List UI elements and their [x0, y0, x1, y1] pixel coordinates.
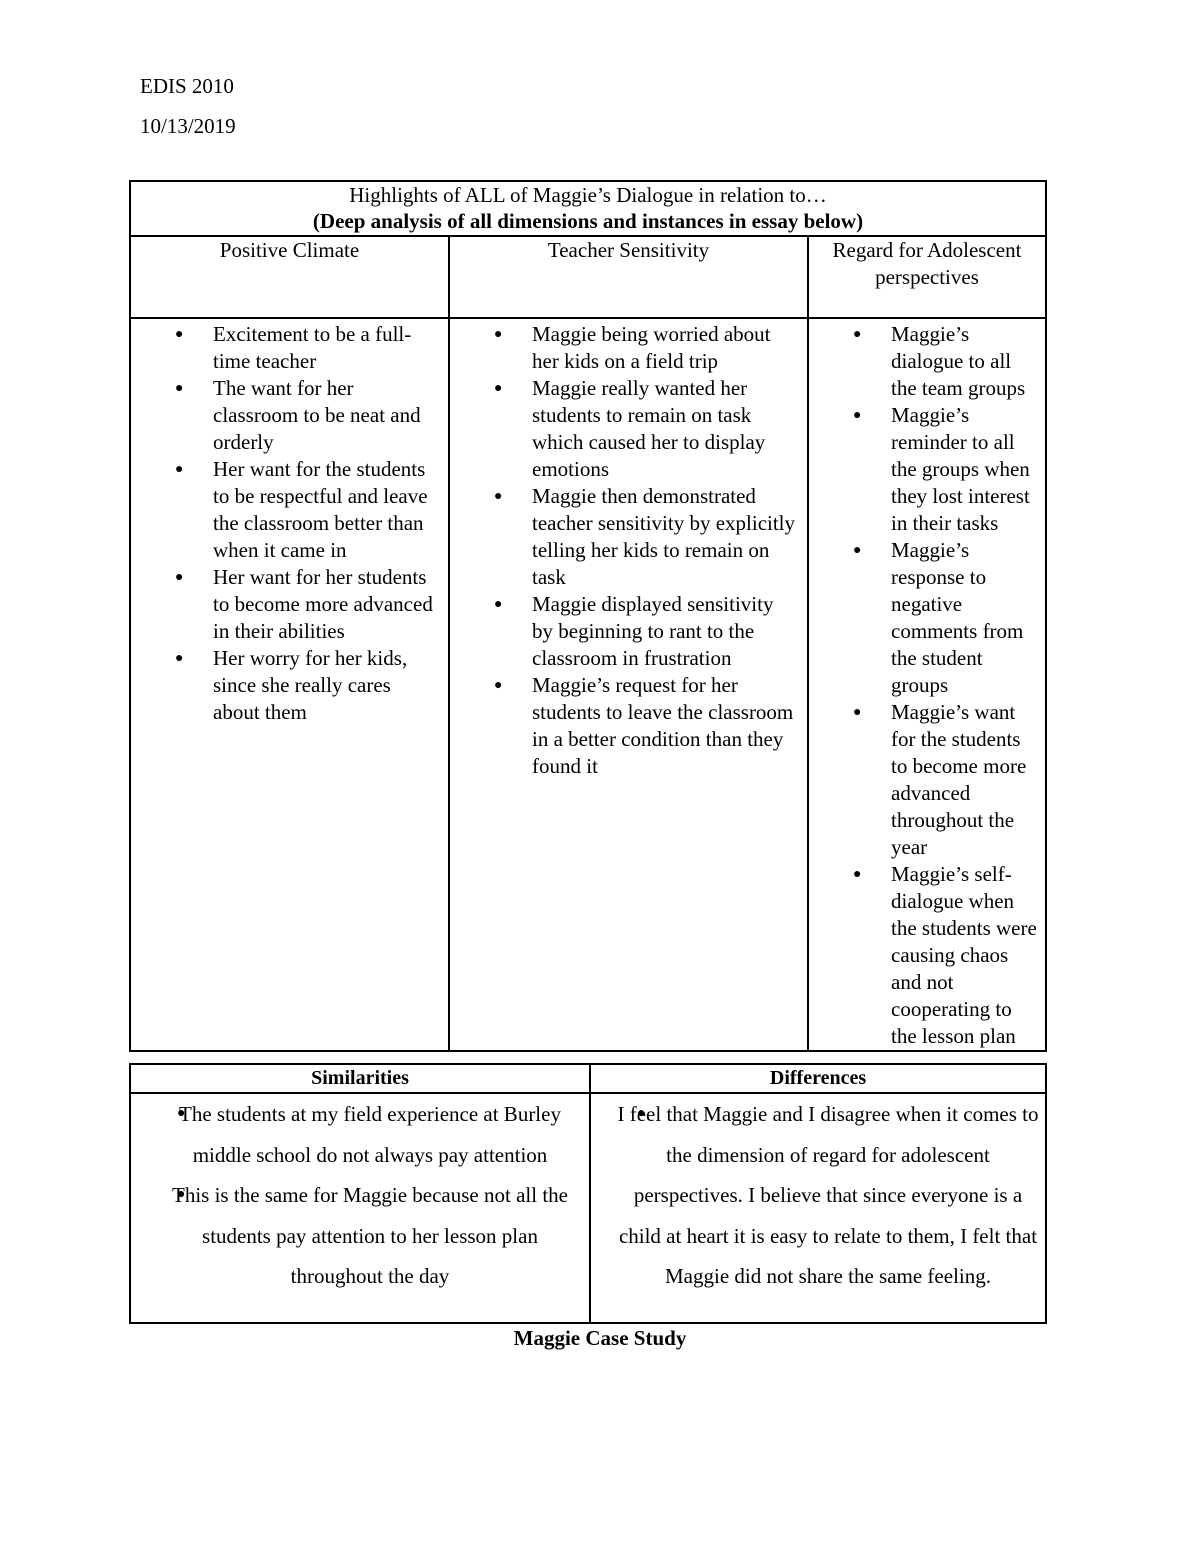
comparison-body-row	[130, 1093, 1046, 1323]
similarities-heading: Similarities	[130, 1064, 590, 1093]
list-item: ● Maggie’s dialogue to all the team groups	[809, 321, 1045, 402]
list-item: ● Maggie really wanted her students to remain on task which caused her to display emotions	[450, 375, 807, 483]
list-item: ● Maggie displayed sensitivity by beginning to rant to the classroom in frustration	[450, 591, 807, 672]
list-item: ● I feel that Maggie and I disagree when it comes to the dimension of regard for adolescent perspectives. I believe that since everyone is a child at heart it is easy to relate to them, I felt that Maggie did not share the same feeling.	[591, 1094, 1045, 1297]
highlights-body-row	[130, 318, 1046, 1051]
list-item: ● Maggie’s self-dialogue when the students were causing chaos and not cooperating to the lesson plan	[809, 861, 1045, 1050]
case-study-title: Maggie Case Study	[513, 1326, 687, 1350]
document-date: 10/13/2019	[140, 114, 236, 138]
highlights-header-row	[130, 236, 1046, 318]
list-item: ● Maggie’s want for the students to become more advanced throughout the year	[809, 699, 1045, 861]
highlights-subtitle: (Deep analysis of all dimensions and instances in essay below)	[312, 209, 864, 233]
regard-adolescent-list	[809, 319, 1045, 1050]
column-heading-regard-adolescent: Regard for Adolescent perspectives	[808, 236, 1046, 318]
differences-list	[591, 1094, 1045, 1297]
positive-climate-cell	[130, 318, 449, 1051]
list-item: ● Her worry for her kids, since she really cares about them	[131, 645, 448, 726]
similarities-cell	[130, 1093, 590, 1323]
list-item: ● Maggie’s response to negative comments from the student groups	[809, 537, 1045, 699]
list-item: ● The students at my field experience at Burley middle school do not always pay attention	[131, 1094, 589, 1175]
list-item: ● The want for her classroom to be neat and orderly	[131, 375, 448, 456]
positive-climate-list	[131, 319, 448, 726]
list-item: ● Maggie being worried about her kids on a field trip	[450, 321, 807, 375]
column-heading-positive-climate: Positive Climate	[130, 236, 449, 318]
list-item: ● Her want for her students to become more advanced in their abilities	[131, 564, 448, 645]
highlights-title: Highlights of ALL of Maggie’s Dialogue in relation to…	[349, 183, 827, 207]
list-item: ● This is the same for Maggie because not all the students pay attention to her lesson plan throughout the day	[131, 1175, 589, 1297]
list-item: ● Maggie then demonstrated teacher sensitivity by explicitly telling her kids to remain on task	[450, 483, 807, 591]
comparison-table	[129, 1063, 1047, 1324]
similarities-list	[131, 1094, 589, 1297]
column-heading-teacher-sensitivity: Teacher Sensitivity	[449, 236, 808, 318]
differences-cell	[590, 1093, 1046, 1323]
list-item: ● Excitement to be a full-time teacher	[131, 321, 448, 375]
list-item: ● Her want for the students to be respectful and leave the classroom better than when it came in	[131, 456, 448, 564]
comparison-header-row	[130, 1064, 1046, 1093]
differences-heading: Differences	[590, 1064, 1046, 1093]
teacher-sensitivity-cell	[449, 318, 808, 1051]
list-item: ● Maggie’s request for her students to leave the classroom in a better condition than they found it	[450, 672, 807, 780]
regard-adolescent-cell	[808, 318, 1046, 1051]
course-name: EDIS 2010	[140, 74, 234, 98]
list-item: ● Maggie’s reminder to all the groups when they lost interest in their tasks	[809, 402, 1045, 537]
highlights-title-cell	[130, 181, 1046, 236]
highlights-title-row	[130, 181, 1046, 236]
teacher-sensitivity-list	[450, 319, 807, 780]
highlights-table	[129, 180, 1047, 1052]
